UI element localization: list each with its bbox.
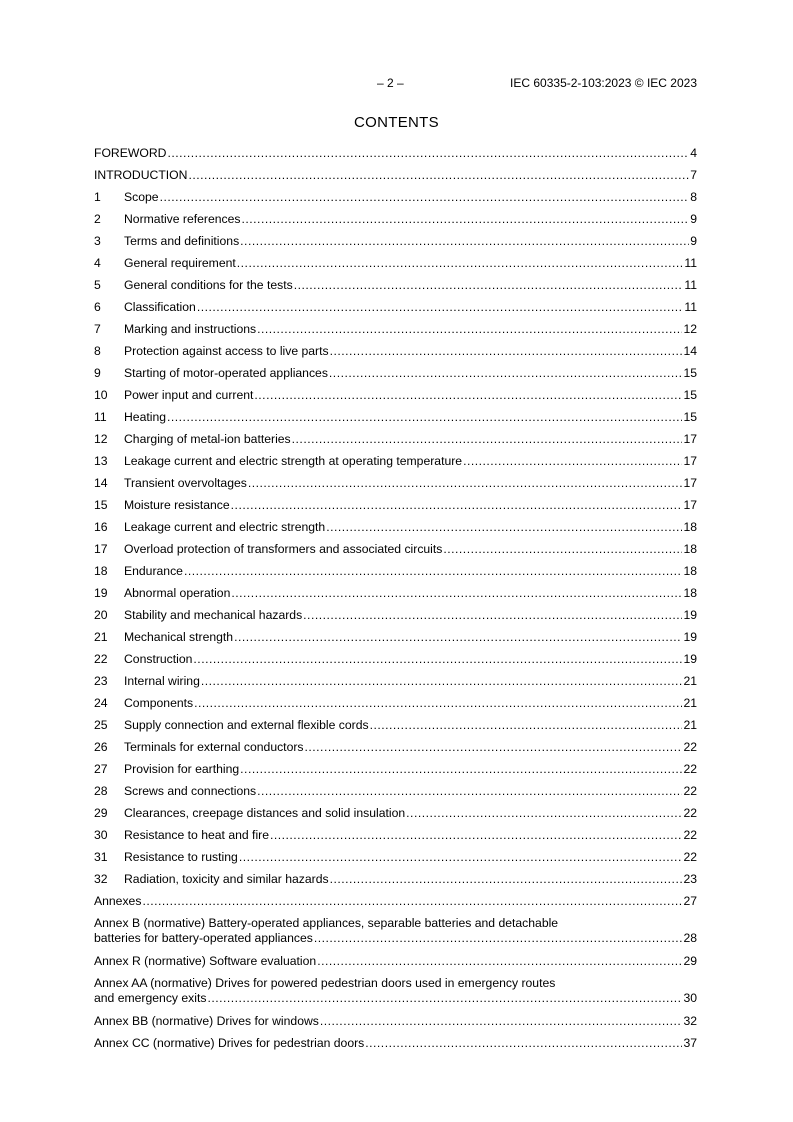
toc-entry-number: 29 xyxy=(94,806,108,820)
toc-entry-number: 14 xyxy=(94,476,108,490)
toc-entry[interactable] xyxy=(94,762,697,784)
toc-entry-number: 30 xyxy=(94,828,108,842)
toc-entry-label: General requirement xyxy=(124,256,236,270)
toc-annex-label: Annex R (normative) Software evaluation xyxy=(94,954,317,968)
toc-entry[interactable] xyxy=(94,234,697,256)
dot-leader xyxy=(320,1014,683,1029)
toc-entry-page: 15 xyxy=(683,388,697,402)
toc-entry-number: 15 xyxy=(94,498,108,512)
dot-leader xyxy=(194,696,682,711)
page-title: CONTENTS xyxy=(354,114,439,131)
dot-leader xyxy=(292,432,683,447)
toc-entry-label: Classification xyxy=(124,300,196,314)
dot-leader xyxy=(240,234,689,249)
toc-entry-label: Marking and instructions xyxy=(124,322,257,336)
toc-entry-page: 7 xyxy=(690,168,697,182)
toc-entry-page: 18 xyxy=(683,586,697,600)
page-header xyxy=(94,76,697,92)
toc-entry[interactable] xyxy=(94,542,697,564)
toc-entry-number: 25 xyxy=(94,718,108,732)
toc-entry[interactable] xyxy=(94,322,697,344)
toc-annex-entry[interactable] xyxy=(94,916,697,954)
toc-entry-page: 27 xyxy=(683,894,697,908)
toc-entry-label: Moisture resistance xyxy=(124,498,230,512)
dot-leader xyxy=(167,146,689,161)
toc-entry-number: 20 xyxy=(94,608,108,622)
toc-entry-number: 22 xyxy=(94,652,108,666)
toc-entry-page: 37 xyxy=(683,1036,697,1050)
toc-entry[interactable] xyxy=(94,256,697,278)
toc-entry-label: Normative references xyxy=(124,212,241,226)
toc-entry-label: Leakage current and electric strength at operating temperature xyxy=(124,454,463,468)
toc-entry[interactable] xyxy=(94,212,697,234)
toc-entry-label: Overload protection of transformers and associated circuits xyxy=(124,542,443,556)
toc-entry-label: General conditions for the tests xyxy=(124,278,293,292)
toc-entry-label: Mechanical strength xyxy=(124,630,234,644)
toc-annex-entry[interactable] xyxy=(94,1014,697,1036)
toc-entry-number: 32 xyxy=(94,872,108,886)
dot-leader xyxy=(329,366,683,381)
toc-entry-number: 23 xyxy=(94,674,108,688)
dot-leader xyxy=(317,954,682,969)
dot-leader xyxy=(234,630,682,645)
toc-entry-label: Resistance to rusting xyxy=(124,850,238,864)
toc-entry-number: 3 xyxy=(94,234,101,248)
toc-entry-page: 22 xyxy=(683,828,697,842)
toc-entry-label: Terms and definitions xyxy=(124,234,240,248)
toc-entry[interactable] xyxy=(94,344,697,366)
dot-leader xyxy=(314,931,683,946)
toc-entry[interactable] xyxy=(94,278,697,300)
toc-entry-page: 8 xyxy=(690,190,697,204)
toc-entry-label: FOREWORD xyxy=(94,146,167,160)
dot-leader xyxy=(365,1036,682,1051)
dot-leader xyxy=(326,520,682,535)
toc-entry-number: 2 xyxy=(94,212,101,226)
toc-entry-label: Transient overvoltages xyxy=(124,476,247,490)
dot-leader xyxy=(239,850,683,865)
toc-entry-page: 22 xyxy=(683,850,697,864)
toc-entry-page: 22 xyxy=(683,762,697,776)
toc-entry-page: 19 xyxy=(683,608,697,622)
toc-entry[interactable] xyxy=(94,630,697,652)
toc-entry-label: Starting of motor-operated appliances xyxy=(124,366,328,380)
toc-entry-label: Supply connection and external flexible cords xyxy=(124,718,369,732)
toc-entry-number: 13 xyxy=(94,454,108,468)
toc-entry-number: 12 xyxy=(94,432,108,446)
toc-entry[interactable] xyxy=(94,520,697,542)
toc-entry[interactable] xyxy=(94,366,697,388)
toc-entry-number: 4 xyxy=(94,256,101,270)
toc-annex-label: Annex BB (normative) Drives for windows xyxy=(94,1014,319,1028)
toc-entry-page: 29 xyxy=(683,954,697,968)
toc-entry-label: Construction xyxy=(124,652,193,666)
table-of-contents xyxy=(94,146,697,1058)
toc-entry[interactable] xyxy=(94,872,697,894)
toc-entry-page: 21 xyxy=(683,718,697,732)
dot-leader xyxy=(193,652,682,667)
dot-leader xyxy=(254,388,682,403)
toc-entry-number: 1 xyxy=(94,190,101,204)
dot-leader xyxy=(167,410,682,425)
dot-leader xyxy=(197,300,684,315)
toc-entry[interactable] xyxy=(94,300,697,322)
dot-leader xyxy=(270,828,682,843)
dot-leader xyxy=(294,278,684,293)
page-number: – 2 – xyxy=(377,76,404,90)
dot-leader xyxy=(142,894,682,909)
toc-entry-number: 31 xyxy=(94,850,108,864)
toc-entry[interactable] xyxy=(94,696,697,718)
dot-leader xyxy=(231,586,682,601)
toc-entry-label: Screws and connections xyxy=(124,784,257,798)
toc-entry-number: 6 xyxy=(94,300,101,314)
toc-entry-label: Leakage current and electric strength xyxy=(124,520,326,534)
toc-entry-label: Resistance to heat and fire xyxy=(124,828,269,842)
toc-entry[interactable] xyxy=(94,190,697,212)
toc-annex-entry[interactable] xyxy=(94,1036,697,1058)
toc-entry-number: 5 xyxy=(94,278,101,292)
toc-entry-page: 19 xyxy=(683,652,697,666)
dot-leader xyxy=(443,542,682,557)
dot-leader xyxy=(248,476,683,491)
toc-entry-page: 17 xyxy=(683,454,697,468)
toc-entry-number: 11 xyxy=(94,410,107,424)
dot-leader xyxy=(207,991,682,1006)
toc-entry-label: Terminals for external conductors xyxy=(124,740,304,754)
toc-entry-page: 22 xyxy=(683,740,697,754)
toc-entry-label: Clearances, creepage distances and solid insulation xyxy=(124,806,406,820)
toc-entry-page: 11 xyxy=(684,278,697,292)
toc-entry-label: Power input and current xyxy=(124,388,254,402)
dot-leader xyxy=(242,212,690,227)
toc-entry[interactable] xyxy=(94,674,697,696)
toc-entry-page: 28 xyxy=(683,931,697,945)
toc-entry-number: 26 xyxy=(94,740,108,754)
toc-annex-label-line1: Annex AA (normative) Drives for powered pedestrian doors used in emergency routes xyxy=(94,976,556,990)
toc-entry-label: Heating xyxy=(124,410,167,424)
dot-leader xyxy=(330,344,683,359)
toc-annex-entry[interactable] xyxy=(94,954,697,976)
dot-leader xyxy=(160,190,690,205)
toc-entry-page: 18 xyxy=(683,542,697,556)
toc-entry-label: Endurance xyxy=(124,564,183,578)
toc-entry[interactable] xyxy=(94,146,697,168)
toc-entry[interactable] xyxy=(94,850,697,872)
toc-entry[interactable] xyxy=(94,718,697,740)
toc-entry[interactable] xyxy=(94,476,697,498)
toc-entry-label: Annexes xyxy=(94,894,142,908)
toc-entry-label: Scope xyxy=(124,190,159,204)
toc-entry[interactable] xyxy=(94,740,697,762)
toc-entry[interactable] xyxy=(94,432,697,454)
toc-entry-page: 32 xyxy=(683,1014,697,1028)
toc-entry-page: 11 xyxy=(684,256,697,270)
toc-entry-number: 17 xyxy=(94,542,108,556)
dot-leader xyxy=(257,784,682,799)
toc-entry-label: Radiation, toxicity and similar hazards xyxy=(124,872,329,886)
toc-entry-page: 14 xyxy=(683,344,697,358)
toc-entry-label: Components xyxy=(124,696,194,710)
toc-entry-page: 21 xyxy=(683,674,697,688)
toc-entry-page: 18 xyxy=(683,564,697,578)
toc-annex-entry[interactable] xyxy=(94,976,697,1014)
toc-entry-page: 17 xyxy=(683,432,697,446)
toc-annex-label: Annex CC (normative) Drives for pedestrian doors xyxy=(94,1036,365,1050)
toc-entry[interactable] xyxy=(94,454,697,476)
toc-entry-number: 8 xyxy=(94,344,101,358)
toc-entry-number: 21 xyxy=(94,630,108,644)
dot-leader xyxy=(231,498,683,513)
toc-entry-label: Stability and mechanical hazards xyxy=(124,608,303,622)
toc-entry-page: 9 xyxy=(690,212,697,226)
toc-entry-label: Internal wiring xyxy=(124,674,200,688)
toc-entry[interactable] xyxy=(94,168,697,190)
toc-entry[interactable] xyxy=(94,388,697,410)
toc-entry-page: 30 xyxy=(683,991,697,1005)
dot-leader xyxy=(406,806,682,821)
toc-entry-number: 28 xyxy=(94,784,108,798)
dot-leader xyxy=(305,740,683,755)
toc-entry-number: 27 xyxy=(94,762,108,776)
toc-entry-page: 15 xyxy=(683,410,697,424)
toc-entry-page: 23 xyxy=(683,872,697,886)
toc-entry-page: 17 xyxy=(683,498,697,512)
dot-leader xyxy=(237,256,684,271)
toc-entry-number: 19 xyxy=(94,586,108,600)
dot-leader xyxy=(463,454,682,469)
toc-entry-label: Charging of metal-ion batteries xyxy=(124,432,291,446)
toc-entry[interactable] xyxy=(94,828,697,850)
toc-entry-label: Abnormal operation xyxy=(124,586,231,600)
toc-entry-page: 11 xyxy=(684,300,697,314)
toc-entry-number: 7 xyxy=(94,322,101,336)
toc-entry-page: 21 xyxy=(683,696,697,710)
toc-entry-page: 12 xyxy=(683,322,697,336)
toc-entry-page: 15 xyxy=(683,366,697,380)
dot-leader xyxy=(330,872,683,887)
toc-entry[interactable] xyxy=(94,564,697,586)
toc-entry-number: 10 xyxy=(94,388,108,402)
dot-leader xyxy=(257,322,682,337)
toc-entry-page: 9 xyxy=(690,234,697,248)
toc-entry-number: 24 xyxy=(94,696,108,710)
toc-entry-page: 19 xyxy=(683,630,697,644)
toc-entry-number: 16 xyxy=(94,520,108,534)
toc-entry[interactable] xyxy=(94,498,697,520)
document-reference: IEC 60335-2-103:2023 © IEC 2023 xyxy=(510,76,697,90)
toc-entry-label: INTRODUCTION xyxy=(94,168,188,182)
toc-entry[interactable] xyxy=(94,784,697,806)
toc-entry-number: 18 xyxy=(94,564,108,578)
dot-leader xyxy=(188,168,689,183)
toc-entry-page: 22 xyxy=(683,806,697,820)
toc-entry[interactable] xyxy=(94,586,697,608)
toc-entry-label: Protection against access to live parts xyxy=(124,344,329,358)
toc-annex-label-line1: Annex B (normative) Battery-operated appliances, separable batteries and detachable xyxy=(94,916,559,930)
toc-entry-page: 4 xyxy=(690,146,697,160)
dot-leader xyxy=(240,762,682,777)
toc-entry-page: 22 xyxy=(683,784,697,798)
toc-entry-label: Provision for earthing xyxy=(124,762,240,776)
toc-entry-page: 17 xyxy=(683,476,697,490)
toc-entry[interactable] xyxy=(94,410,697,432)
toc-entry[interactable] xyxy=(94,894,697,916)
dot-leader xyxy=(184,564,682,579)
toc-entry-number: 9 xyxy=(94,366,101,380)
dot-leader xyxy=(370,718,683,733)
toc-entry[interactable] xyxy=(94,608,697,630)
dot-leader xyxy=(303,608,682,623)
dot-leader xyxy=(201,674,683,689)
toc-entry[interactable] xyxy=(94,806,697,828)
toc-entry[interactable] xyxy=(94,652,697,674)
toc-annex-label-line2: batteries for battery-operated appliances xyxy=(94,931,313,945)
toc-annex-label-line2: and emergency exits xyxy=(94,991,207,1005)
toc-entry-page: 18 xyxy=(683,520,697,534)
